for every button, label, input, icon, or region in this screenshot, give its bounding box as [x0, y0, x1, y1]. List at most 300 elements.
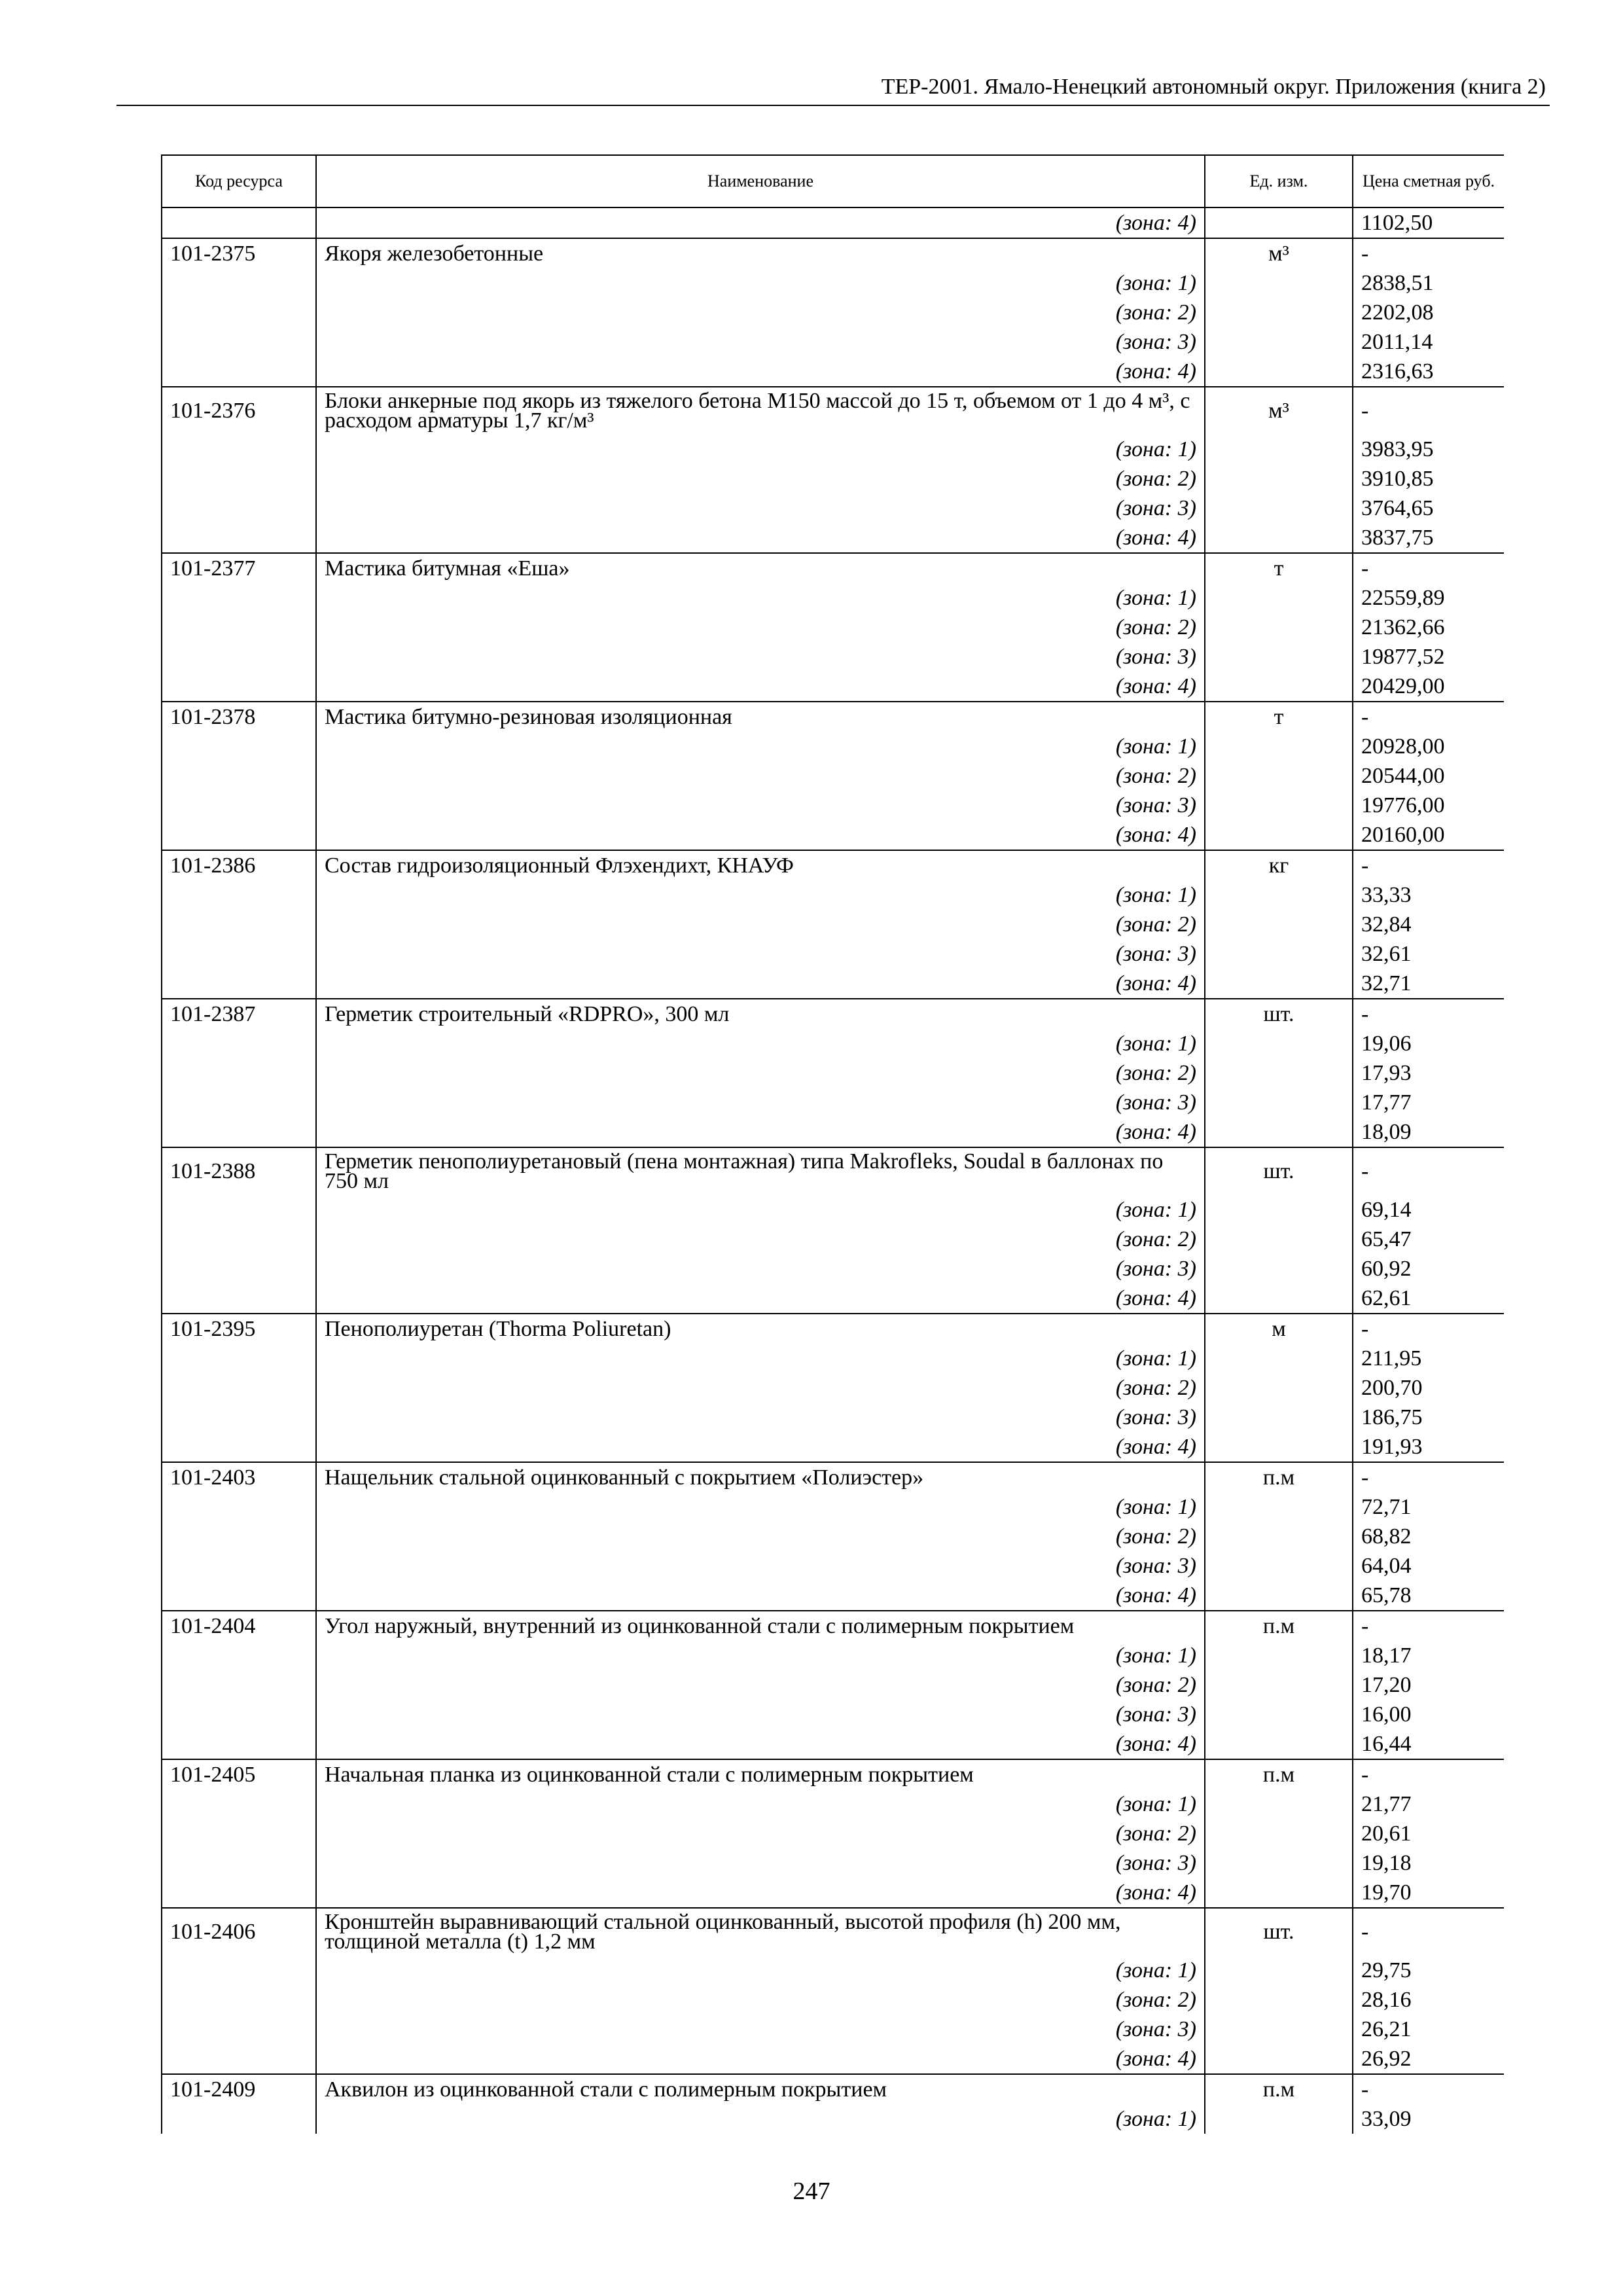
row-unit [1205, 268, 1353, 298]
resource-name: Аквилон из оцинкованной стали с полимерным покрытием [316, 2074, 1205, 2104]
row-code [162, 642, 316, 672]
zone-price: 65,47 [1353, 1225, 1504, 1254]
row-unit [1205, 1878, 1353, 1908]
zone-row [162, 493, 1504, 523]
row-unit [1205, 791, 1353, 820]
zone-label: (зона: 4) [316, 1581, 1205, 1611]
zone-label: (зона: 1) [316, 435, 1205, 464]
zone-price: 64,04 [1353, 1551, 1504, 1581]
row-unit [1205, 1551, 1353, 1581]
row-code [162, 1789, 316, 1819]
resource-price: - [1353, 702, 1504, 732]
zone-label: (зона: 2) [316, 1058, 1205, 1088]
zone-row [162, 1551, 1504, 1581]
zone-label: (зона: 3) [316, 1403, 1205, 1432]
resource-name: Начальная планка из оцинкованной стали с полимерным покрытием [316, 1759, 1205, 1789]
zone-row [162, 1117, 1504, 1147]
row-code [162, 357, 316, 387]
zone-row [162, 1344, 1504, 1373]
zone-row [162, 1058, 1504, 1088]
row-code [162, 910, 316, 939]
row-unit [1205, 2015, 1353, 2044]
header-name: Наименование [316, 155, 1205, 207]
resource-unit: м³ [1205, 238, 1353, 268]
zone-price: 21,77 [1353, 1789, 1504, 1819]
zone-label: (зона: 1) [316, 1029, 1205, 1058]
resource-unit: шт. [1205, 999, 1353, 1029]
row-unit [1205, 910, 1353, 939]
resource-code: 101-2386 [162, 850, 316, 880]
row-unit [1205, 1117, 1353, 1147]
row-code [162, 464, 316, 493]
zone-row [162, 1432, 1504, 1462]
zone-row [162, 1848, 1504, 1878]
table-row [162, 2074, 1504, 2104]
row-unit [1205, 1670, 1353, 1700]
resource-code: 101-2405 [162, 1759, 316, 1789]
zone-row [162, 672, 1504, 702]
row-unit [1205, 1088, 1353, 1117]
zone-price: 26,21 [1353, 2015, 1504, 2044]
zone-row [162, 1195, 1504, 1225]
zone-price: 16,00 [1353, 1700, 1504, 1729]
row-unit [1205, 880, 1353, 910]
row-code [162, 1581, 316, 1611]
zone-price: 60,92 [1353, 1254, 1504, 1283]
resource-unit: м [1205, 1314, 1353, 1344]
table-row [162, 1314, 1504, 1344]
zone-label: (зона: 4) [316, 1117, 1205, 1147]
zone-label: (зона: 1) [316, 732, 1205, 761]
zone-label: (зона: 2) [316, 910, 1205, 939]
row-code [162, 1058, 316, 1088]
zone-price: 18,17 [1353, 1641, 1504, 1670]
row-unit [1205, 1956, 1353, 1985]
resource-unit: п.м [1205, 1759, 1353, 1789]
table-header-row [162, 155, 1504, 207]
zone-row [162, 298, 1504, 327]
zone-row [162, 1670, 1504, 1700]
zone-label: (зона: 4) [316, 1878, 1205, 1908]
zone-row [162, 583, 1504, 613]
table-row [162, 1611, 1504, 1641]
row-unit [1205, 732, 1353, 761]
zone-label: (зона: 4) [316, 969, 1205, 999]
zone-label: (зона: 4) [316, 357, 1205, 387]
resource-code: 101-2377 [162, 553, 316, 583]
zone-price: 191,93 [1353, 1432, 1504, 1462]
zone-label: (зона: 4) [316, 1283, 1205, 1314]
row-unit [1205, 672, 1353, 702]
zone-price: 20160,00 [1353, 820, 1504, 850]
zone-label: (зона: 3) [316, 2015, 1205, 2044]
continuation-row [162, 207, 1504, 238]
row-code [162, 1819, 316, 1848]
zone-row [162, 880, 1504, 910]
zone-label: (зона: 2) [316, 1225, 1205, 1254]
resource-price: - [1353, 238, 1504, 268]
zone-price: 19,70 [1353, 1878, 1504, 1908]
row-code [162, 969, 316, 999]
row-code [162, 1985, 316, 2015]
row-unit [1205, 2044, 1353, 2074]
zone-label: (зона: 3) [316, 939, 1205, 969]
zone-price: 32,71 [1353, 969, 1504, 999]
resource-unit: т [1205, 702, 1353, 732]
zone-row [162, 1581, 1504, 1611]
zone-label: (зона: 1) [316, 1789, 1205, 1819]
row-code [162, 435, 316, 464]
row-unit [1205, 939, 1353, 969]
zone-row [162, 464, 1504, 493]
zone-label: (зона: 2) [316, 464, 1205, 493]
zone-price: 19,18 [1353, 1848, 1504, 1878]
zone-row [162, 1789, 1504, 1819]
zone-price: 20,61 [1353, 1819, 1504, 1848]
header-unit: Ед. изм. [1205, 155, 1353, 207]
zone-row [162, 1403, 1504, 1432]
row-unit [1205, 1373, 1353, 1403]
zone-label: (зона: 2) [316, 1985, 1205, 2015]
resource-unit: кг [1205, 850, 1353, 880]
zone-row [162, 761, 1504, 791]
row-unit [1205, 642, 1353, 672]
zone-price: 32,61 [1353, 939, 1504, 969]
row-code [162, 1848, 316, 1878]
zone-price: 16,44 [1353, 1729, 1504, 1759]
zone-row [162, 642, 1504, 672]
zone-label: (зона: 3) [316, 791, 1205, 820]
row-code [162, 1522, 316, 1551]
zone-row [162, 327, 1504, 357]
zone-row [162, 268, 1504, 298]
zone-row [162, 2104, 1504, 2134]
zone-label: (зона: 2) [316, 613, 1205, 642]
table-row [162, 1147, 1504, 1195]
row-unit [1205, 1283, 1353, 1314]
resource-table-container [161, 154, 1504, 2144]
row-code [162, 732, 316, 761]
resource-unit: м³ [1205, 387, 1353, 435]
zone-label: (зона: 1) [316, 1195, 1205, 1225]
zone-price: 20544,00 [1353, 761, 1504, 791]
zone-price: 1102,50 [1353, 207, 1504, 238]
resource-name: Кронштейн выравнивающий стальной оцинкованный, высотой профиля (h) 200 мм, толщиной металла (t) 1,2 мм [316, 1908, 1205, 1956]
resource-name: Состав гидроизоляционный Флэхендихт, КНАУФ [316, 850, 1205, 880]
row-code [162, 1088, 316, 1117]
zone-label: (зона: 2) [316, 1670, 1205, 1700]
resource-price: - [1353, 1908, 1504, 1956]
row-code [162, 583, 316, 613]
row-code [162, 791, 316, 820]
zone-label: (зона: 3) [316, 642, 1205, 672]
zone-row [162, 791, 1504, 820]
row-unit [1205, 357, 1353, 387]
zone-price: 2202,08 [1353, 298, 1504, 327]
row-code [162, 1029, 316, 1058]
row-code [162, 298, 316, 327]
zone-price: 68,82 [1353, 1522, 1504, 1551]
zone-price: 2838,51 [1353, 268, 1504, 298]
resource-price: - [1353, 1611, 1504, 1641]
table-row [162, 1759, 1504, 1789]
zone-row [162, 1492, 1504, 1522]
row-unit [1205, 493, 1353, 523]
row-code [162, 1641, 316, 1670]
zone-row [162, 1029, 1504, 1058]
row-code [162, 523, 316, 553]
table-row [162, 1908, 1504, 1956]
zone-label: (зона: 4) [316, 207, 1205, 238]
row-unit [1205, 1058, 1353, 1088]
zone-price: 28,16 [1353, 1985, 1504, 2015]
zone-price: 3837,75 [1353, 523, 1504, 553]
row-unit [1205, 1492, 1353, 1522]
zone-row [162, 1819, 1504, 1848]
zone-price: 3764,65 [1353, 493, 1504, 523]
resource-name: Мастика битумно-резиновая изоляционная [316, 702, 1205, 732]
table-row [162, 850, 1504, 880]
resource-price: - [1353, 553, 1504, 583]
row-unit [1205, 1254, 1353, 1283]
row-unit [1205, 1641, 1353, 1670]
resource-unit: п.м [1205, 1611, 1353, 1641]
row-code [162, 1432, 316, 1462]
table-row [162, 238, 1504, 268]
resource-price: - [1353, 850, 1504, 880]
row-code [162, 268, 316, 298]
zone-label: (зона: 4) [316, 1432, 1205, 1462]
resource-price-table [161, 154, 1504, 2134]
table-row [162, 387, 1504, 435]
row-code [162, 939, 316, 969]
zone-row [162, 1522, 1504, 1551]
page-number: 247 [793, 2178, 830, 2205]
row-code [162, 1956, 316, 1985]
zone-price: 2316,63 [1353, 357, 1504, 387]
zone-price: 186,75 [1353, 1403, 1504, 1432]
resource-name: Мастика битумная «Ешa» [316, 553, 1205, 583]
zone-price: 18,09 [1353, 1117, 1504, 1147]
header-price: Цена сметная руб. [1353, 155, 1504, 207]
row-unit [1205, 1848, 1353, 1878]
resource-code: 101-2375 [162, 238, 316, 268]
zone-label: (зона: 1) [316, 1492, 1205, 1522]
zone-price: 211,95 [1353, 1344, 1504, 1373]
zone-row [162, 1956, 1504, 1985]
row-unit [1205, 1729, 1353, 1759]
row-unit [1205, 1344, 1353, 1373]
zone-row [162, 1700, 1504, 1729]
zone-price: 33,09 [1353, 2104, 1504, 2134]
running-header-text: ТЕР-2001. Ямало-Ненецкий автономный округ. Приложения (книга 2) [881, 75, 1546, 99]
header-code: Код ресурса [162, 155, 316, 207]
zone-label: (зона: 3) [316, 493, 1205, 523]
row-code [162, 2104, 316, 2134]
zone-price: 65,78 [1353, 1581, 1504, 1611]
resource-price: - [1353, 1759, 1504, 1789]
zone-price: 17,20 [1353, 1670, 1504, 1700]
resource-price: - [1353, 387, 1504, 435]
row-unit [1205, 820, 1353, 850]
row-code [162, 1878, 316, 1908]
row-unit [1205, 1985, 1353, 2015]
resource-code: 101-2388 [162, 1147, 316, 1195]
zone-price: 32,84 [1353, 910, 1504, 939]
row-unit [1205, 435, 1353, 464]
row-code [162, 1551, 316, 1581]
zone-price: 72,71 [1353, 1492, 1504, 1522]
row-code [162, 672, 316, 702]
resource-unit: шт. [1205, 1147, 1353, 1195]
table-row [162, 1462, 1504, 1492]
zone-label: (зона: 2) [316, 1522, 1205, 1551]
zone-label: (зона: 3) [316, 1551, 1205, 1581]
resource-code: 101-2406 [162, 1908, 316, 1956]
zone-row [162, 2044, 1504, 2074]
zone-row [162, 939, 1504, 969]
zone-label: (зона: 4) [316, 523, 1205, 553]
resource-name: Герметик строительный «RDPRO», 300 мл [316, 999, 1205, 1029]
zone-label: (зона: 3) [316, 1700, 1205, 1729]
zone-label: (зона: 3) [316, 1848, 1205, 1878]
row-code [162, 880, 316, 910]
row-unit [1205, 761, 1353, 791]
zone-label: (зона: 3) [316, 1088, 1205, 1117]
zone-label: (зона: 4) [316, 2044, 1205, 2074]
row-unit [1205, 1432, 1353, 1462]
resource-price: - [1353, 1147, 1504, 1195]
resource-unit: шт. [1205, 1908, 1353, 1956]
resource-unit: т [1205, 553, 1353, 583]
zone-row [162, 1283, 1504, 1314]
zone-label: (зона: 1) [316, 880, 1205, 910]
row-code [162, 1225, 316, 1254]
zone-price: 3910,85 [1353, 464, 1504, 493]
row-code [162, 613, 316, 642]
resource-code: 101-2378 [162, 702, 316, 732]
row-unit [1205, 298, 1353, 327]
table-row [162, 553, 1504, 583]
row-unit [1205, 1522, 1353, 1551]
resource-name: Нащельник стальной оцинкованный с покрытием «Полиэстер» [316, 1462, 1205, 1492]
row-unit [1205, 1700, 1353, 1729]
resource-code: 101-2404 [162, 1611, 316, 1641]
resource-code: 101-2409 [162, 2074, 316, 2104]
zone-price: 20928,00 [1353, 732, 1504, 761]
row-code [162, 1403, 316, 1432]
row-code [162, 1117, 316, 1147]
zone-row [162, 1878, 1504, 1908]
row-code [162, 327, 316, 357]
row-code [162, 1195, 316, 1225]
resource-code: 101-2403 [162, 1462, 316, 1492]
zone-row [162, 1254, 1504, 1283]
resource-code: 101-2395 [162, 1314, 316, 1344]
row-unit [1205, 583, 1353, 613]
row-code [162, 820, 316, 850]
zone-label: (зона: 1) [316, 1641, 1205, 1670]
row-unit [1205, 1403, 1353, 1432]
zone-row [162, 435, 1504, 464]
row-code [162, 1700, 316, 1729]
table-row [162, 999, 1504, 1029]
resource-price: - [1353, 1462, 1504, 1492]
row-unit [1205, 207, 1353, 238]
row-code [162, 493, 316, 523]
zone-label: (зона: 2) [316, 1373, 1205, 1403]
row-unit [1205, 464, 1353, 493]
zone-row [162, 523, 1504, 553]
row-code [162, 1492, 316, 1522]
zone-label: (зона: 4) [316, 820, 1205, 850]
zone-price: 26,92 [1353, 2044, 1504, 2074]
resource-code: 101-2376 [162, 387, 316, 435]
row-code [162, 207, 316, 238]
resource-price: - [1353, 2074, 1504, 2104]
row-code [162, 1373, 316, 1403]
zone-row [162, 1985, 1504, 2015]
zone-label: (зона: 3) [316, 1254, 1205, 1283]
row-code [162, 2044, 316, 2074]
table-body [162, 207, 1504, 2134]
zone-price: 19776,00 [1353, 791, 1504, 820]
zone-row [162, 1373, 1504, 1403]
zone-label: (зона: 2) [316, 298, 1205, 327]
row-code [162, 1729, 316, 1759]
resource-name: Блоки анкерные под якорь из тяжелого бетона М150 массой до 15 т, объемом от 1 до 4 м³, с расходом арматуры 1,7 кг/м³ [316, 387, 1205, 435]
zone-price: 2011,14 [1353, 327, 1504, 357]
row-unit [1205, 1195, 1353, 1225]
zone-price: 29,75 [1353, 1956, 1504, 1985]
zone-price: 22559,89 [1353, 583, 1504, 613]
zone-price: 69,14 [1353, 1195, 1504, 1225]
zone-label: (зона: 4) [316, 1729, 1205, 1759]
row-code [162, 1670, 316, 1700]
resource-unit: п.м [1205, 1462, 1353, 1492]
zone-label: (зона: 1) [316, 583, 1205, 613]
zone-price: 19877,52 [1353, 642, 1504, 672]
zone-price: 17,77 [1353, 1088, 1504, 1117]
zone-row [162, 1729, 1504, 1759]
zone-price: 3983,95 [1353, 435, 1504, 464]
row-unit [1205, 1581, 1353, 1611]
zone-row [162, 910, 1504, 939]
zone-label: (зона: 3) [316, 327, 1205, 357]
row-code [162, 2015, 316, 2044]
row-unit [1205, 1225, 1353, 1254]
resource-name: Пенополиуретан (Thorma Poliuretan) [316, 1314, 1205, 1344]
row-unit [1205, 327, 1353, 357]
zone-price: 20429,00 [1353, 672, 1504, 702]
resource-unit: п.м [1205, 2074, 1353, 2104]
zone-row [162, 1225, 1504, 1254]
zone-row [162, 1088, 1504, 1117]
zone-label: (зона: 2) [316, 1819, 1205, 1848]
zone-label: (зона: 1) [316, 1956, 1205, 1985]
zone-row [162, 2015, 1504, 2044]
zone-price: 17,93 [1353, 1058, 1504, 1088]
resource-price: - [1353, 999, 1504, 1029]
zone-label: (зона: 1) [316, 1344, 1205, 1373]
zone-row [162, 357, 1504, 387]
zone-label: (зона: 1) [316, 2104, 1205, 2134]
zone-label: (зона: 4) [316, 672, 1205, 702]
zone-price: 33,33 [1353, 880, 1504, 910]
zone-label: (зона: 1) [316, 268, 1205, 298]
table-row [162, 702, 1504, 732]
zone-label: (зона: 2) [316, 761, 1205, 791]
